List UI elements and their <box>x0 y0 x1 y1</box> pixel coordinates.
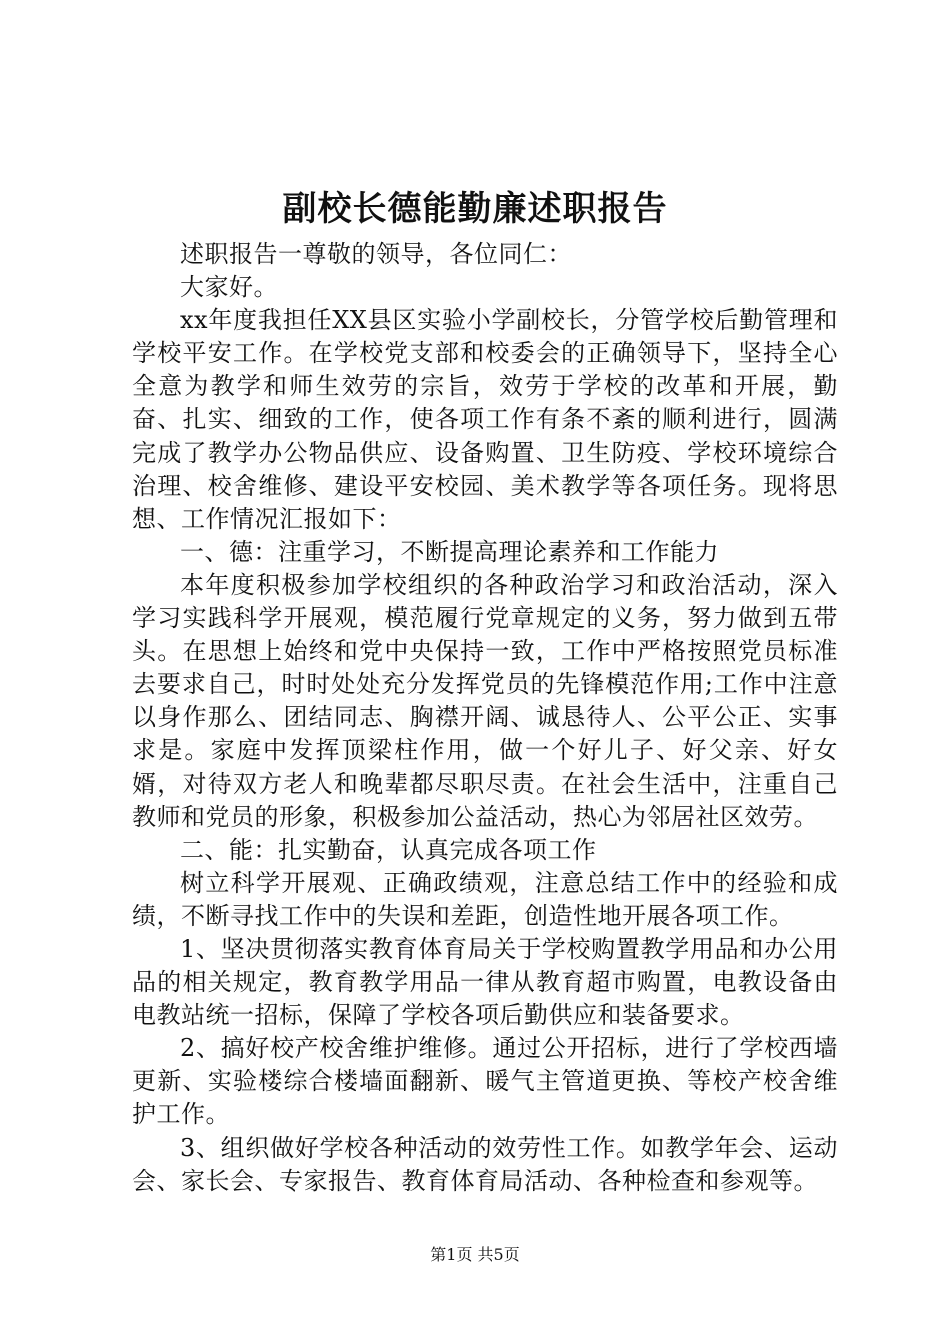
paragraph-de: 本年度积极参加学校组织的各种政治学习和政治活动，深入学习实践科学开展观，模范履行党章规定的义务，努力做到五带头。在思想上始终和党中央保持一致，工作中严格按照党员标准去要求自己，时时处处充分发挥党员的先锋模范作用;工作中注意以身作那么、团结同志、胸襟开阔、诚恳待人、公平公正、实事求是。家庭中发挥顶梁柱作用，做一个好儿子、好父亲、好女婿，对待双方老人和晚辈都尽职尽责。在社会生活中，注重自己教师和党员的形象，积极参加公益活动，热心为邻居社区效劳。 <box>132 570 838 831</box>
paragraph-greeting: 大家好。 <box>180 273 278 302</box>
list-item-3: 3、组织做好学校各种活动的效劳性工作。如教学年会、运动会、家长会、专家报告、教育体育局活动、各种检查和参观等。 <box>132 1133 838 1195</box>
paragraph-neng: 树立科学开展观、正确政绩观，注意总结工作中的经验和成绩，不断寻找工作中的失误和差距，创造性地开展各项工作。 <box>132 868 838 930</box>
section-heading-de: 一、德：注重学习，不断提高理论素养和工作能力 <box>180 537 719 566</box>
document-body <box>132 238 838 1198</box>
list-item-1: 1、坚决贯彻落实教育体育局关于学校购置教学用品和办公用品的相关规定，教育教学用品一律从教育超市购置，电教设备由电教站统一招标，保障了学校各项后勤供应和装备要求。 <box>132 934 838 1030</box>
section-heading-neng: 二、能：扎实勤奋，认真完成各项工作 <box>180 835 597 864</box>
page-footer: 第1页 共5页 <box>430 1245 520 1264</box>
paragraph-salutation: 述职报告一尊敬的领导，各位同仁： <box>180 240 572 268</box>
paragraph-intro: xx年度我担任XX县区实验小学副校长，分管学校后勤管理和学校平安工作。在学校党支部和校委会的正确领导下，坚持全心全意为教学和师生效劳的宗旨，效劳于学校的改革和开展，勤奋、扎实、细致的工作，使各项工作有条不紊的顺利进行，圆满完成了教学办公物品供应、设备购置、卫生防疫、学校环境综合治理、校舍维修、建设平安校园、美术教学等各项任务。现将思想、工作情况汇报如下： <box>132 306 838 533</box>
document-title: 副校长德能勤廉述职报告 <box>282 189 668 229</box>
list-item-2: 2、搞好校产校舍维护维修。通过公开招标，进行了学校西墙更新、实验楼综合楼墙面翻新、暖气主管道更换、等校产校舍维护工作。 <box>132 1034 838 1129</box>
